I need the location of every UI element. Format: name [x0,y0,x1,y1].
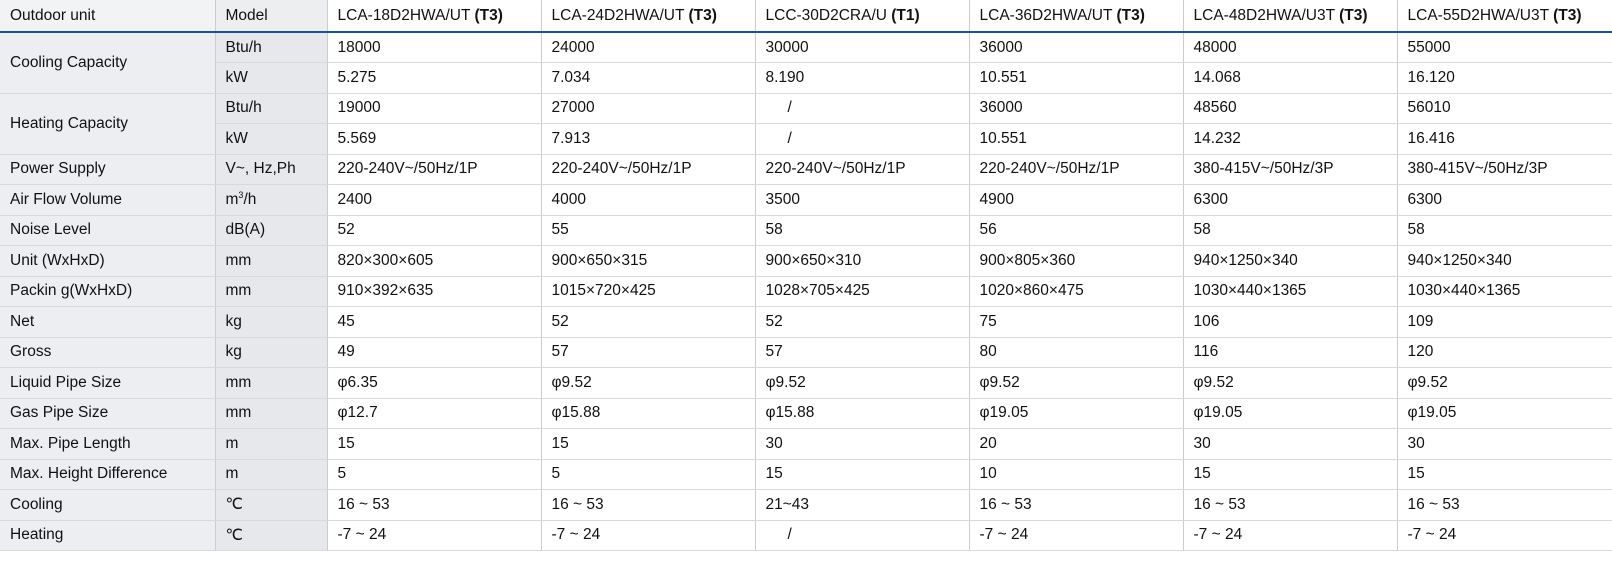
cell-value: 16 ~ 53 [327,490,541,521]
cell-value: φ9.52 [969,368,1183,399]
model-name: LCC-30D2CRA/U [765,6,892,24]
cell-value: 36000 [969,32,1183,63]
cell-value: -7 ~ 24 [541,520,755,551]
cell-value: φ15.88 [755,398,969,429]
cell-value: 220-240V~/50Hz/1P [541,154,755,185]
cell-value: φ19.05 [969,398,1183,429]
row-label: Air Flow Volume [0,185,215,216]
cell-value: 106 [1183,307,1397,338]
cell-value: 30 [755,429,969,460]
cell-value: 6300 [1397,185,1612,216]
row-unit: kg [215,307,327,338]
cell-value: 16 ~ 53 [969,490,1183,521]
header-model-4 [969,0,1183,32]
cell-value: 58 [755,215,969,246]
cell-value: 6300 [1183,185,1397,216]
row-unit: ℃ [215,520,327,551]
cell-value: 52 [755,307,969,338]
cell-value: 109 [1397,307,1612,338]
cell-value: 900×650×315 [541,246,755,277]
row-unit: dB(A) [215,215,327,246]
cell-value: 5.275 [327,63,541,94]
cell-value: 820×300×605 [327,246,541,277]
row-label: Heating Capacity [0,93,215,154]
cell-value: 52 [327,215,541,246]
model-name: LCA-55D2HWA/U3T [1407,6,1554,24]
model-name: LCA-18D2HWA/UT [337,6,475,24]
model-tier: (T3) [688,6,717,24]
cell-value: 900×650×310 [755,246,969,277]
cell-value: 56010 [1397,93,1612,124]
cell-value: 3500 [755,185,969,216]
cell-value: 52 [541,307,755,338]
row-label: Liquid Pipe Size [0,368,215,399]
table-row [0,307,1612,338]
row-label: Packin g(WxHxD) [0,276,215,307]
cell-value: 15 [327,429,541,460]
cell-value: -7 ~ 24 [327,520,541,551]
cell-value: 220-240V~/50Hz/1P [969,154,1183,185]
cell-value: 10 [969,459,1183,490]
row-label: Heating [0,520,215,551]
model-tier: (T3) [1553,6,1582,24]
cell-value: 14.232 [1183,124,1397,155]
cell-value: 18000 [327,32,541,63]
cell-value: 8.190 [755,63,969,94]
cell-value: 380-415V~/50Hz/3P [1183,154,1397,185]
row-unit: kg [215,337,327,368]
row-unit: ℃ [215,490,327,521]
row-unit: m [215,459,327,490]
not-applicable-mark: / [787,526,792,544]
cell-value: 4900 [969,185,1183,216]
cell-value: 75 [969,307,1183,338]
row-unit: kW [215,124,327,155]
cell-value [755,520,969,551]
row-label: Net [0,307,215,338]
model-name: LCA-36D2HWA/UT [979,6,1117,24]
table-row [0,520,1612,551]
cell-value: 57 [541,337,755,368]
cell-value: 220-240V~/50Hz/1P [327,154,541,185]
header-model-5 [1183,0,1397,32]
cell-value: 910×392×635 [327,276,541,307]
model-name: LCA-24D2HWA/UT [551,6,689,24]
cell-value: 1030×440×1365 [1183,276,1397,307]
cell-value: 36000 [969,93,1183,124]
table-row [0,337,1612,368]
table-row [0,124,1612,155]
cell-value: -7 ~ 24 [969,520,1183,551]
cell-value: φ19.05 [1397,398,1612,429]
cell-value: 55 [541,215,755,246]
table-row [0,32,1612,63]
table-head [0,0,1612,32]
cell-value: 21~43 [755,490,969,521]
cell-value: 5.569 [327,124,541,155]
header-label: Outdoor unit [0,0,215,32]
row-label: Cooling Capacity [0,32,215,93]
row-label: Noise Level [0,215,215,246]
row-unit: Btu/h [215,93,327,124]
cell-value: 1020×860×475 [969,276,1183,307]
table-row [0,185,1612,216]
cell-value: 380-415V~/50Hz/3P [1397,154,1612,185]
row-label: Max. Height Difference [0,459,215,490]
cell-value: φ6.35 [327,368,541,399]
row-unit: V~, Hz,Ph [215,154,327,185]
cell-value: 30 [1397,429,1612,460]
table-row [0,154,1612,185]
row-label: Max. Pipe Length [0,429,215,460]
cell-value: 1015×720×425 [541,276,755,307]
cell-value: 900×805×360 [969,246,1183,277]
cell-value: 5 [541,459,755,490]
cell-value: 16 ~ 53 [541,490,755,521]
cell-value: 58 [1397,215,1612,246]
cell-value: 1028×705×425 [755,276,969,307]
cell-value: 48560 [1183,93,1397,124]
cell-value: 14.068 [1183,63,1397,94]
model-tier: (T3) [1339,6,1368,24]
table-row [0,63,1612,94]
model-tier: (T1) [891,6,920,24]
cell-value: 57 [755,337,969,368]
row-label: Power Supply [0,154,215,185]
table-row [0,246,1612,277]
model-name: LCA-48D2HWA/U3T [1193,6,1340,24]
cell-value: 45 [327,307,541,338]
cell-value: 15 [755,459,969,490]
cell-value: 940×1250×340 [1397,246,1612,277]
cell-value: 16.120 [1397,63,1612,94]
cell-value: 10.551 [969,63,1183,94]
cell-value: 7.034 [541,63,755,94]
cell-value: 4000 [541,185,755,216]
cell-value: φ9.52 [1397,368,1612,399]
cell-value: 15 [1183,459,1397,490]
table-body [0,32,1612,551]
header-model-1 [327,0,541,32]
cell-value: φ12.7 [327,398,541,429]
cell-value: φ9.52 [1183,368,1397,399]
cell-value: 30000 [755,32,969,63]
cell-value: 19000 [327,93,541,124]
cell-value: 220-240V~/50Hz/1P [755,154,969,185]
cell-value: -7 ~ 24 [1397,520,1612,551]
table-row [0,276,1612,307]
cell-value: 10.551 [969,124,1183,155]
cell-value: φ15.88 [541,398,755,429]
cell-value: 120 [1397,337,1612,368]
header-model-6 [1397,0,1612,32]
cell-value: 116 [1183,337,1397,368]
row-unit: mm [215,246,327,277]
model-tier: (T3) [474,6,503,24]
table-row [0,215,1612,246]
row-label: Cooling [0,490,215,521]
cell-value: 2400 [327,185,541,216]
cell-value: 15 [541,429,755,460]
cell-value: 16.416 [1397,124,1612,155]
not-applicable-mark: / [787,99,792,117]
cell-value: 27000 [541,93,755,124]
header-unit: Model [215,0,327,32]
cell-value: 16 ~ 53 [1183,490,1397,521]
cell-value: 940×1250×340 [1183,246,1397,277]
cell-value: 49 [327,337,541,368]
cell-value: 15 [1397,459,1612,490]
row-unit: $m^3/h$ [215,185,327,216]
cell-value: 56 [969,215,1183,246]
model-tier: (T3) [1116,6,1145,24]
header-model-2 [541,0,755,32]
header-row [0,0,1612,32]
row-label: Gross [0,337,215,368]
table-row [0,490,1612,521]
row-unit: mm [215,368,327,399]
cell-value: 16 ~ 53 [1397,490,1612,521]
cell-value: 30 [1183,429,1397,460]
cell-value: φ19.05 [1183,398,1397,429]
row-label: Gas Pipe Size [0,398,215,429]
row-unit: mm [215,276,327,307]
cell-value: -7 ~ 24 [1183,520,1397,551]
table-row [0,93,1612,124]
cell-value: 1030×440×1365 [1397,276,1612,307]
table-row [0,368,1612,399]
row-unit: m [215,429,327,460]
cell-value: 58 [1183,215,1397,246]
cell-value: 7.913 [541,124,755,155]
table-row [0,459,1612,490]
row-unit: Btu/h [215,32,327,63]
cell-value: 55000 [1397,32,1612,63]
row-unit: mm [215,398,327,429]
table-row [0,398,1612,429]
cell-value: φ9.52 [541,368,755,399]
cell-value: 24000 [541,32,755,63]
cell-value: 80 [969,337,1183,368]
cell-value: 5 [327,459,541,490]
header-model-3 [755,0,969,32]
cell-value [755,124,969,155]
cell-value: φ9.52 [755,368,969,399]
cell-value [755,93,969,124]
cell-value: 20 [969,429,1183,460]
table-row [0,429,1612,460]
cell-value: 48000 [1183,32,1397,63]
row-label: Unit (WxHxD) [0,246,215,277]
not-applicable-mark: / [787,129,792,147]
row-unit: kW [215,63,327,94]
